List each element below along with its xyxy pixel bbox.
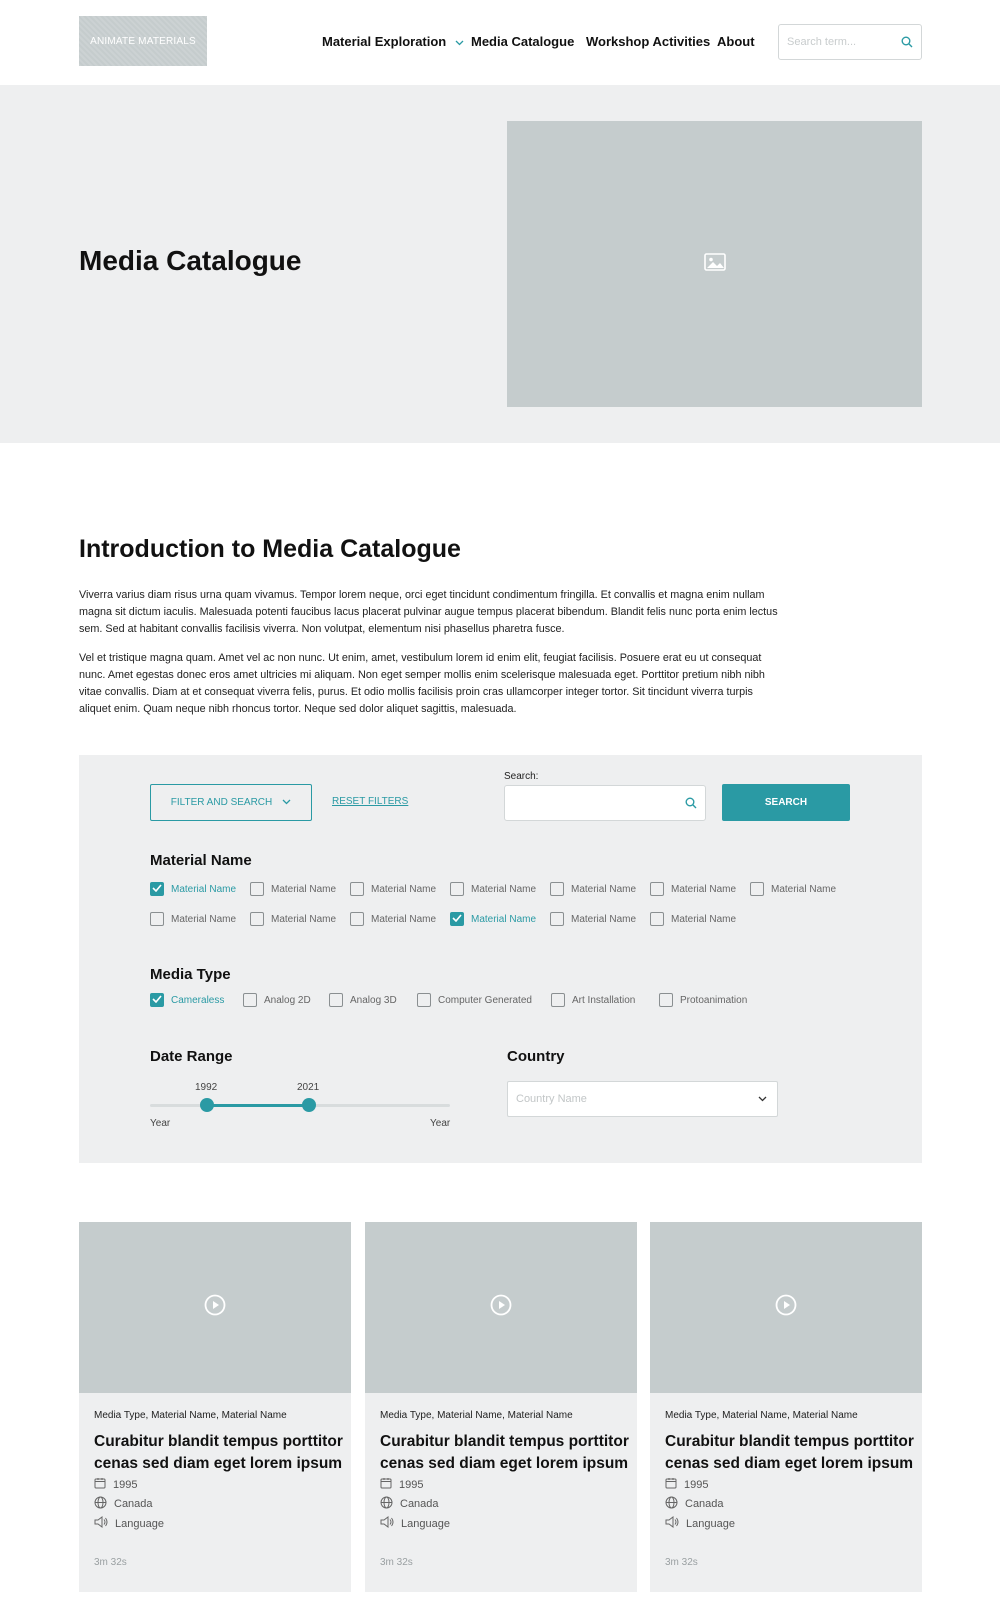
play-icon[interactable] <box>204 1294 226 1321</box>
catalogue-search-input[interactable] <box>505 786 675 820</box>
checkbox-label: Material Name <box>171 883 237 895</box>
date-from-handle[interactable] <box>200 1098 214 1112</box>
card-duration: 3m 32s <box>94 1557 127 1568</box>
search-icon[interactable] <box>901 35 913 53</box>
card-tags: Media Type, Material Name, Material Name <box>94 1410 287 1421</box>
play-icon[interactable] <box>775 1294 797 1321</box>
card-title[interactable]: Curabitur blandit tempus porttitor cenas sed diam eget lorem ipsum <box>380 1433 629 1472</box>
checkbox[interactable] <box>150 993 164 1007</box>
speaker-icon <box>380 1516 401 1531</box>
material-checkbox[interactable] <box>450 912 536 926</box>
checkbox[interactable] <box>550 882 564 896</box>
date-max-label: Year <box>430 1118 451 1129</box>
filter-button-label: FILTER AND SEARCH <box>170 797 273 808</box>
date-range-heading: Date Range <box>150 1048 233 1065</box>
card-year <box>380 1477 423 1492</box>
year-value: 1995 <box>399 1478 424 1491</box>
hero-image-placeholder <box>507 121 922 407</box>
nav-item-media-catalogue[interactable] <box>471 34 574 49</box>
material-checkbox[interactable] <box>250 882 336 896</box>
checkbox-label: Analog 2D <box>264 994 311 1006</box>
card-duration: 3m 32s <box>665 1557 698 1568</box>
country-value: Canada <box>685 1498 724 1510</box>
nav-label: Material Exploration <box>322 34 447 49</box>
checkmark-icon <box>152 884 162 895</box>
checkbox-label: Material Name <box>271 883 337 895</box>
calendar-icon <box>380 1477 399 1492</box>
checkbox[interactable] <box>329 993 343 1007</box>
media-type-checkbox[interactable] <box>659 993 747 1007</box>
year-value: 1995 <box>684 1478 709 1491</box>
card-tags: Media Type, Material Name, Material Name <box>665 1410 858 1421</box>
intro-heading: Introduction to Media Catalogue <box>79 535 461 563</box>
video-thumbnail[interactable] <box>79 1222 351 1393</box>
checkbox[interactable] <box>659 993 673 1007</box>
nav-label: Media Catalogue <box>471 34 575 49</box>
search-label: Search: <box>504 771 539 782</box>
media-type-checkbox[interactable] <box>150 993 224 1007</box>
date-to-handle[interactable] <box>302 1098 316 1112</box>
checkbox-label: Computer Generated <box>438 994 532 1006</box>
material-checkbox[interactable] <box>350 882 436 896</box>
checkbox[interactable] <box>450 912 464 926</box>
checkbox[interactable] <box>551 993 565 1007</box>
media-type-heading: Media Type <box>150 966 231 983</box>
checkbox-label: Material Name <box>471 883 537 895</box>
reset-filters-link[interactable]: RESET FILTERS <box>332 796 409 807</box>
checkbox[interactable] <box>650 882 664 896</box>
calendar-icon <box>94 1477 113 1492</box>
checkmark-icon <box>152 995 162 1006</box>
checkbox-label: Material Name <box>671 913 737 925</box>
header-search-input[interactable] <box>779 25 889 59</box>
country-select[interactable] <box>507 1081 778 1117</box>
material-checkbox[interactable] <box>150 912 236 926</box>
material-checkbox[interactable] <box>650 882 736 896</box>
nav-label: About <box>717 34 755 49</box>
card-tags: Media Type, Material Name, Material Name <box>380 1410 573 1421</box>
checkbox[interactable] <box>650 912 664 926</box>
checkbox[interactable] <box>250 882 264 896</box>
material-checkbox[interactable] <box>450 882 536 896</box>
globe-icon <box>380 1496 400 1512</box>
nav-item-about[interactable] <box>717 34 755 49</box>
card-country <box>380 1496 439 1512</box>
date-to-value: 2021 <box>297 1082 320 1093</box>
intro-paragraph-1: Viverra varius diam risus urna quam vivamus. Tempor lorem neque, orci eget tincidunt condimentum fringilla. Et convallis et magna enim nullam magna sit dictum iaculis. Malesuada potenti faucibus lacus placerat pulvinar augue tempus placerat bibendum. Blandit felis nunc porta enim lectus sem. Sed at habitant convallis facilisis viverra. Non volutpat, elementum nisi phasellus pharetra fusce. <box>79 589 778 635</box>
checkbox-label: Analog 3D <box>350 994 397 1006</box>
card-year <box>94 1477 137 1492</box>
checkbox[interactable] <box>150 912 164 926</box>
image-icon <box>704 253 726 276</box>
card-title[interactable]: Curabitur blandit tempus porttitor cenas sed diam eget lorem ipsum <box>94 1433 343 1472</box>
checkbox[interactable] <box>243 993 257 1007</box>
country-value: Canada <box>400 1498 439 1510</box>
checkbox[interactable] <box>350 912 364 926</box>
checkbox-label: Material Name <box>271 913 337 925</box>
search-button[interactable]: SEARCH <box>722 784 850 821</box>
material-checkbox[interactable] <box>550 882 636 896</box>
intro-paragraph-2: Vel et tristique magna quam. Amet vel ac non nunc. Ut enim, amet, vestibulum lorem id enim elit, feugiat facilisis. Posuere erat eu ut consequat nunc. Amet egestas donec eros amet ultricies mi aliquam. Non eget semper mollis enim scelerisque malesuada eget. Porttitor pretium nibh nibh vitae convallis. Diam at et consequat viverra felis, purus. Et odio mollis facilisis proin cras ullamcorper integer tortor. Sit tincidunt viverra turpis aliquet enim. Quam neque nibh rhoncus tortor. Neque sed dolor aliquet sagittis, malesuada. <box>79 652 765 715</box>
card-language <box>380 1516 450 1531</box>
globe-icon <box>665 1496 685 1512</box>
checkbox-label: Material Name <box>171 913 237 925</box>
checkbox-label: Material Name <box>471 913 537 925</box>
language-value: Language <box>401 1517 450 1530</box>
checkbox-label: Material Name <box>671 883 737 895</box>
date-range-track[interactable] <box>150 1104 450 1107</box>
country-placeholder: Country Name <box>516 1093 587 1105</box>
checkbox-label: Protoanimation <box>680 994 748 1006</box>
material-name-heading: Material Name <box>150 852 252 869</box>
material-checkbox[interactable] <box>350 912 436 926</box>
chevron-down-icon <box>452 37 464 49</box>
checkbox[interactable] <box>150 882 164 896</box>
video-thumbnail[interactable] <box>650 1222 922 1393</box>
nav-item-material-exploration[interactable] <box>322 34 464 49</box>
site-logo[interactable]: ANIMATE MATERIALS <box>79 16 207 66</box>
country-heading: Country <box>507 1048 565 1065</box>
site-header <box>0 0 1000 85</box>
language-value: Language <box>115 1517 164 1530</box>
year-value: 1995 <box>113 1478 138 1491</box>
card-title[interactable]: Curabitur blandit tempus porttitor cenas sed diam eget lorem ipsum <box>665 1433 914 1472</box>
globe-icon <box>94 1496 114 1512</box>
nav-item-workshop-activities[interactable] <box>586 34 710 49</box>
card-language <box>665 1516 735 1531</box>
video-thumbnail[interactable] <box>365 1222 637 1393</box>
calendar-icon <box>665 1477 684 1492</box>
checkbox-label: Cameraless <box>171 994 225 1006</box>
checkbox-label: Material Name <box>771 883 837 895</box>
chevron-down-icon <box>282 797 291 808</box>
media-card[interactable] <box>650 1222 922 1592</box>
material-checkbox[interactable] <box>750 882 836 896</box>
date-min-label: Year <box>150 1118 171 1129</box>
checkbox-label: Material Name <box>571 883 637 895</box>
material-checkbox[interactable] <box>550 912 636 926</box>
panel-search-box <box>504 785 706 821</box>
date-range-fill <box>207 1104 309 1107</box>
checkbox[interactable] <box>350 882 364 896</box>
header-search-box <box>778 24 922 60</box>
checkbox-label: Material Name <box>371 883 437 895</box>
date-from-value: 1992 <box>195 1082 218 1093</box>
checkbox[interactable] <box>450 882 464 896</box>
card-year <box>665 1477 708 1492</box>
hero-section <box>0 85 1000 443</box>
checkmark-icon <box>452 914 462 925</box>
media-type-checkbox[interactable] <box>243 993 311 1007</box>
checkbox[interactable] <box>750 882 764 896</box>
speaker-icon <box>94 1516 115 1531</box>
filter-and-search-button[interactable] <box>150 784 312 821</box>
filter-panel <box>79 755 922 1163</box>
checkbox[interactable] <box>250 912 264 926</box>
media-card[interactable] <box>365 1222 637 1592</box>
checkbox-label: Material Name <box>371 913 437 925</box>
chevron-down-icon <box>758 1093 767 1105</box>
media-type-checkbox[interactable] <box>551 993 635 1007</box>
media-type-checkbox[interactable] <box>417 993 532 1007</box>
country-value: Canada <box>114 1498 153 1510</box>
checkbox[interactable] <box>417 993 431 1007</box>
speaker-icon <box>665 1516 686 1531</box>
language-value: Language <box>686 1517 735 1530</box>
material-checkbox[interactable] <box>650 912 736 926</box>
media-type-checkbox[interactable] <box>329 993 397 1007</box>
card-country <box>665 1496 724 1512</box>
card-country <box>94 1496 153 1512</box>
search-icon[interactable] <box>685 796 697 814</box>
card-language <box>94 1516 164 1531</box>
checkbox[interactable] <box>550 912 564 926</box>
play-icon[interactable] <box>490 1294 512 1321</box>
checkbox-label: Material Name <box>571 913 637 925</box>
material-checkbox[interactable] <box>250 912 336 926</box>
page-title: Media Catalogue <box>79 245 302 276</box>
checkbox-label: Art Installation <box>572 994 636 1006</box>
material-checkbox[interactable] <box>150 882 236 896</box>
media-card[interactable] <box>79 1222 351 1592</box>
card-duration: 3m 32s <box>380 1557 413 1568</box>
nav-label: Workshop Activities <box>586 34 711 49</box>
